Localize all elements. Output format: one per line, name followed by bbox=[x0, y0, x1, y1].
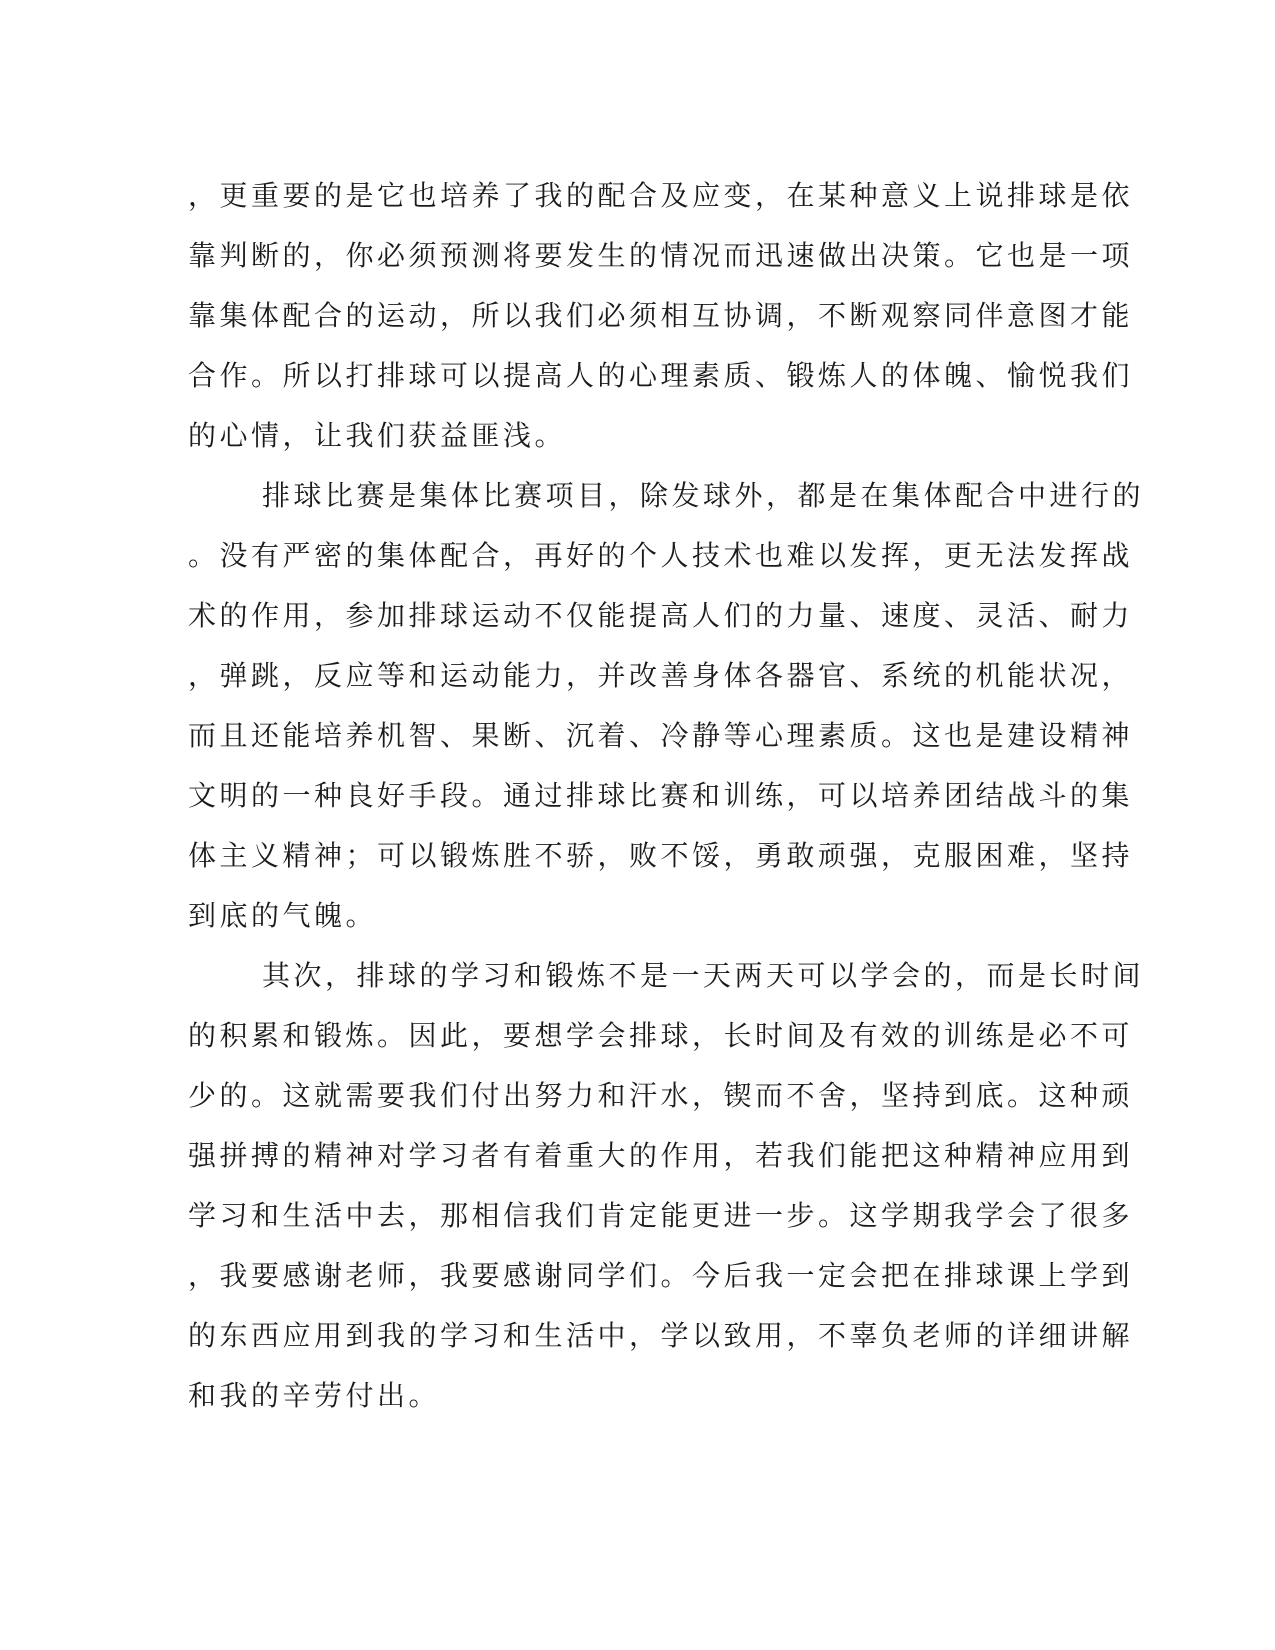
text-line: 少的。这就需要我们付出努力和汗水，锲而不舍，坚持到底。这种顽 bbox=[188, 1079, 1134, 1112]
text-line: 体主义精神；可以锻炼胜不骄，败不馁，勇敢顽强，克服困难，坚持 bbox=[188, 839, 1134, 872]
text-line: 靠判断的，你必须预测将要发生的情况而迅速做出决策。它也是一项 bbox=[188, 239, 1134, 272]
text-line: ，更重要的是它也培养了我的配合及应变，在某种意义上说排球是依 bbox=[188, 179, 1134, 212]
text-line: ，我要感谢老师，我要感谢同学们。今后我一定会把在排球课上学到 bbox=[188, 1259, 1134, 1292]
text-line: 合作。所以打排球可以提高人的心理素质、锻炼人的体魄、愉悦我们 bbox=[188, 359, 1134, 392]
text-line: 到底的气魄。 bbox=[188, 899, 378, 932]
paragraph-1 bbox=[188, 166, 1134, 466]
text-line: 术的作用，参加排球运动不仅能提高人们的力量、速度、灵活、耐力 bbox=[188, 599, 1134, 632]
text-line: 的积累和锻炼。因此，要想学会排球，长时间及有效的训练是必不可 bbox=[188, 1019, 1134, 1052]
text-line: 。没有严密的集体配合，再好的个人技术也难以发挥，更无法发挥战 bbox=[188, 539, 1134, 572]
text-line: 学习和生活中去，那相信我们肯定能更进一步。这学期我学会了很多 bbox=[188, 1199, 1134, 1232]
text-line: 的心情，让我们获益匪浅。 bbox=[188, 419, 567, 452]
text-line: 和我的辛劳付出。 bbox=[188, 1379, 441, 1412]
paragraph-2 bbox=[188, 466, 1145, 946]
text-line: 靠集体配合的运动，所以我们必须相互协调，不断观察同伴意图才能 bbox=[188, 299, 1134, 332]
text-line: 的东西应用到我的学习和生活中，学以致用，不辜负老师的详细讲解 bbox=[188, 1319, 1134, 1352]
text-line: 文明的一种良好手段。通过排球比赛和训练，可以培养团结战斗的集 bbox=[188, 779, 1134, 812]
text-line: ，弹跳，反应等和运动能力，并改善身体各器官、系统的机能状况， bbox=[188, 659, 1134, 692]
text-line: 而且还能培养机智、果断、沉着、冷静等心理素质。这也是建设精神 bbox=[188, 719, 1134, 752]
text-line: 强拼搏的精神对学习者有着重大的作用，若我们能把这种精神应用到 bbox=[188, 1139, 1134, 1172]
text-line: 排球比赛是集体比赛项目，除发球外，都是在集体配合中进行的 bbox=[262, 479, 1145, 512]
document-body bbox=[188, 166, 1145, 1426]
paragraph-3 bbox=[188, 946, 1145, 1426]
text-line: 其次，排球的学习和锻炼不是一天两天可以学会的，而是长时间 bbox=[262, 959, 1145, 992]
